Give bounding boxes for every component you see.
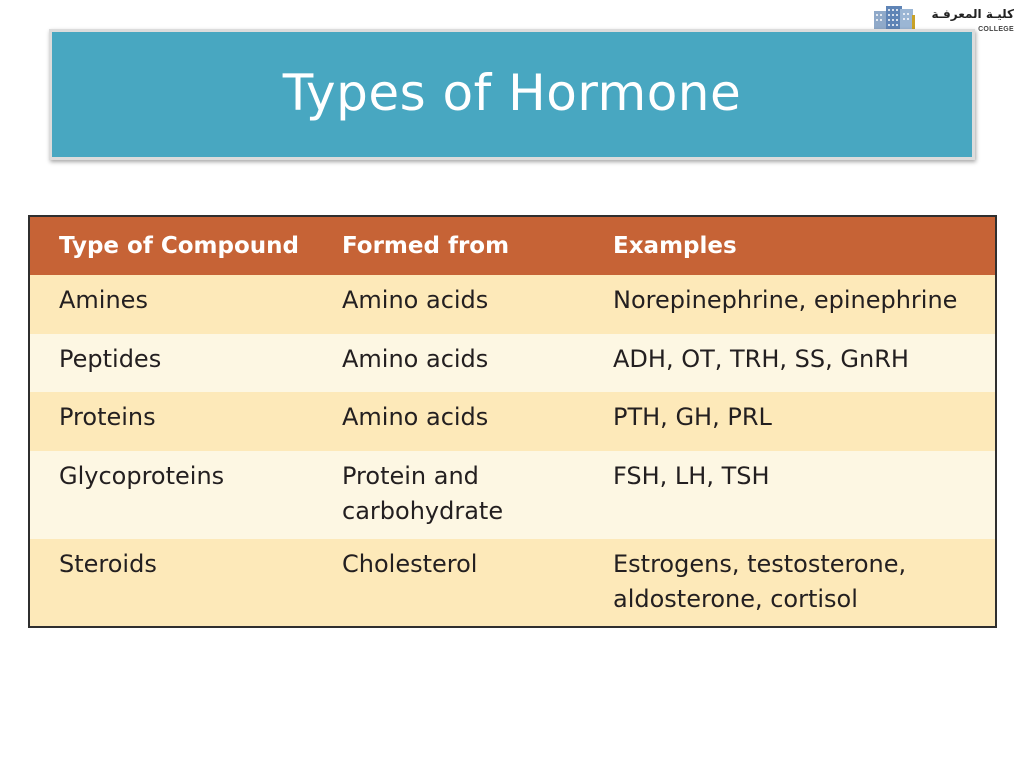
compound-cell: Glycoproteins <box>59 462 225 490</box>
examples-cell: FSH, LH, TSH <box>613 462 770 490</box>
logo-latin-text: COLLEGE <box>978 26 1014 33</box>
examples-cell: ADH, OT, TRH, SS, GnRH <box>613 345 909 373</box>
title-banner <box>49 29 975 160</box>
table-row <box>30 392 995 451</box>
formed-from-cell: Amino acids <box>342 286 489 314</box>
formed-from-cell: Amino acids <box>342 345 489 373</box>
examples-cell: Norepinephrine, epinephrine <box>613 286 958 314</box>
formed-from-cell: Amino acids <box>342 403 489 431</box>
table-row <box>30 539 995 626</box>
formed-from-cell: Protein and carbohydrate <box>342 462 504 525</box>
compound-cell: Peptides <box>59 345 162 373</box>
header-formed-from: Formed from <box>342 232 510 259</box>
examples-cell: PTH, GH, PRL <box>613 403 772 431</box>
building-logo-icon <box>872 5 916 31</box>
formed-from-cell: Cholesterol <box>342 550 478 578</box>
table-header-row <box>30 217 995 275</box>
compound-cell: Steroids <box>59 550 157 578</box>
logo-arabic-text: كليـة المعرفـة <box>931 7 1014 21</box>
table-row <box>30 275 995 334</box>
table-row <box>30 334 995 392</box>
header-examples: Examples <box>613 232 737 259</box>
header-type-of-compound: Type of Compound <box>59 232 299 259</box>
examples-cell: Estrogens, testosterone, aldosterone, cortisol <box>613 550 907 613</box>
hormone-types-table <box>28 215 997 628</box>
compound-cell: Proteins <box>59 403 156 431</box>
table-row <box>30 451 995 539</box>
slide-title: Types of Hormone <box>282 63 742 122</box>
compound-cell: Amines <box>59 286 148 314</box>
